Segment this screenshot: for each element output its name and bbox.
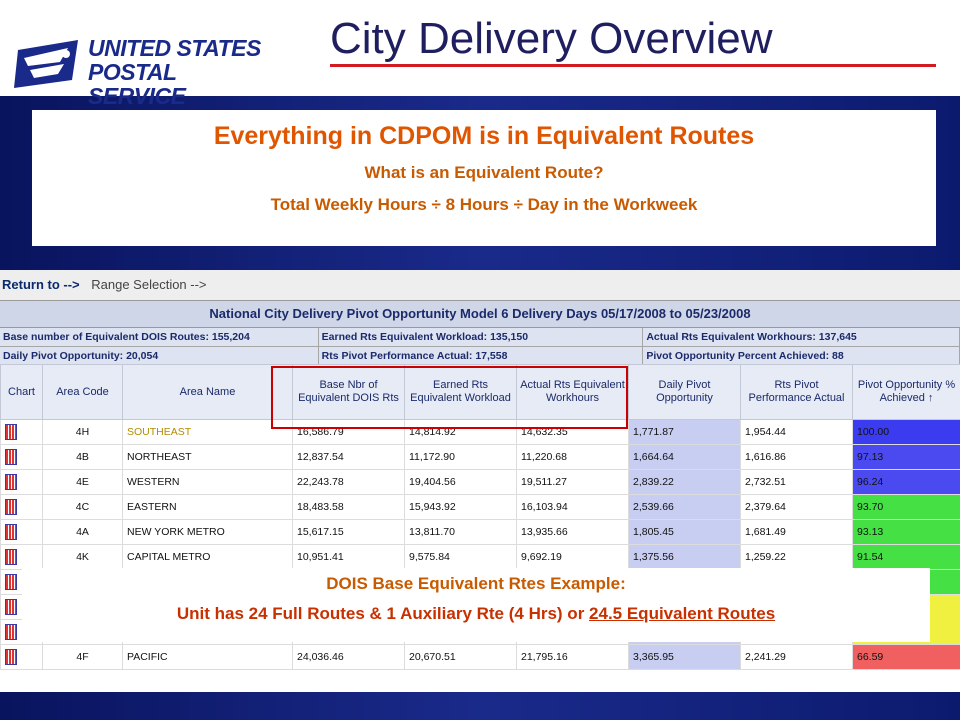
- report-nav: [0, 270, 960, 301]
- area-name-link[interactable]: PACIFIC: [123, 645, 293, 670]
- pivot-pct-cell: 100.00: [853, 420, 960, 445]
- dois-example-box: [22, 568, 930, 642]
- dois-heading: DOIS Base Equivalent Rtes Example:: [326, 574, 626, 593]
- area-code-cell: 4A: [43, 520, 123, 545]
- chart-icon-cell: [1, 545, 43, 570]
- chart-icon[interactable]: [5, 524, 17, 540]
- chart-icon[interactable]: [5, 499, 17, 515]
- actual-rts-cell: 14,632.35: [517, 420, 629, 445]
- area-name-link[interactable]: NEW YORK METRO: [123, 520, 293, 545]
- dois-line-prefix: Unit has 24 Full Routes & 1 Auxiliary Rte (4 Hrs) or: [176, 604, 590, 623]
- info-question: What is an Equivalent Route?: [364, 163, 604, 182]
- chart-icon-cell: [1, 645, 43, 670]
- earned-rts-cell: 11,172.90: [405, 445, 517, 470]
- base-nbr-cell: 12,837.54: [293, 445, 405, 470]
- pivot-pct-cell: 91.54: [853, 545, 960, 570]
- chart-icon-cell: [1, 495, 43, 520]
- base-nbr-cell: 24,036.46: [293, 645, 405, 670]
- rts-pivot-cell: 2,379.64: [741, 495, 853, 520]
- daily-pivot-cell: 1,375.56: [629, 545, 741, 570]
- report-title: National City Delivery Pivot Opportunity Model 6 Delivery Days 05/17/2008 to 05/23/2008: [0, 301, 960, 328]
- eagle-icon: [14, 36, 84, 92]
- actual-rts-cell: 11,220.68: [517, 445, 629, 470]
- rts-pivot-cell: 1,259.22: [741, 545, 853, 570]
- chart-icon[interactable]: [5, 474, 17, 490]
- rts-pivot-cell: 2,732.51: [741, 470, 853, 495]
- earned-rts-cell: 15,943.92: [405, 495, 517, 520]
- dois-line-emphasis: 24.5 Equivalent Routes: [589, 604, 776, 623]
- chart-icon[interactable]: [5, 624, 17, 640]
- usps-logo-text: [88, 36, 278, 108]
- chart-icon-cell: [1, 470, 43, 495]
- table-row: [1, 470, 960, 495]
- summary-cell: Rts Pivot Performance Actual: 17,558: [319, 347, 644, 365]
- return-to-link[interactable]: Return to -->: [2, 277, 80, 292]
- col-area-code[interactable]: Area Code: [43, 365, 123, 420]
- pivot-pct-cell: 93.70: [853, 495, 960, 520]
- actual-rts-cell: 9,692.19: [517, 545, 629, 570]
- base-nbr-cell: 18,483.58: [293, 495, 405, 520]
- chart-icon[interactable]: [5, 449, 17, 465]
- daily-pivot-cell: 1,771.87: [629, 420, 741, 445]
- header-bar: [0, 0, 960, 109]
- col-earned-rts[interactable]: Earned Rts Equivalent Workload: [405, 365, 517, 420]
- area-code-cell: 4K: [43, 545, 123, 570]
- table-row: [1, 545, 960, 570]
- table-row: [1, 645, 960, 670]
- earned-rts-cell: 9,575.84: [405, 545, 517, 570]
- pivot-pct-cell: 66.59: [853, 645, 960, 670]
- area-name-link[interactable]: SOUTHEAST: [123, 420, 293, 445]
- area-name-link[interactable]: NORTHEAST: [123, 445, 293, 470]
- col-actual-rts[interactable]: Actual Rts Equivalent Workhours: [517, 365, 629, 420]
- earned-rts-cell: 13,811.70: [405, 520, 517, 545]
- chart-icon[interactable]: [5, 649, 17, 665]
- daily-pivot-cell: 1,805.45: [629, 520, 741, 545]
- area-code-cell: 4B: [43, 445, 123, 470]
- base-nbr-cell: 16,586.79: [293, 420, 405, 445]
- area-code-cell: 4F: [43, 645, 123, 670]
- daily-pivot-cell: 2,539.66: [629, 495, 741, 520]
- pivot-pct-cell: 97.13: [853, 445, 960, 470]
- daily-pivot-cell: 1,664.64: [629, 445, 741, 470]
- col-daily-pivot[interactable]: Daily Pivot Opportunity: [629, 365, 741, 420]
- actual-rts-cell: 16,103.94: [517, 495, 629, 520]
- pivot-pct-cell: 96.24: [853, 470, 960, 495]
- table-row: [1, 445, 960, 470]
- summary-cell: Actual Rts Equivalent Workhours: 137,645: [643, 328, 960, 346]
- actual-rts-cell: 19,511.27: [517, 470, 629, 495]
- summary-cell: Base number of Equivalent DOIS Routes: 155,204: [0, 328, 319, 346]
- rts-pivot-cell: 1,954.44: [741, 420, 853, 445]
- earned-rts-cell: 14,814.92: [405, 420, 517, 445]
- chart-icon-cell: [1, 445, 43, 470]
- summary-cell: Earned Rts Equivalent Workload: 135,150: [319, 328, 644, 346]
- col-pivot-pct[interactable]: Pivot Opportunity % Achieved ↑: [853, 365, 960, 420]
- base-nbr-cell: 15,617.15: [293, 520, 405, 545]
- area-code-cell: 4H: [43, 420, 123, 445]
- daily-pivot-cell: 2,839.22: [629, 470, 741, 495]
- equivalent-route-info-box: [32, 110, 936, 246]
- summary-cell: Daily Pivot Opportunity: 20,054: [0, 347, 319, 365]
- daily-pivot-cell: 3,365.95: [629, 645, 741, 670]
- chart-icon-cell: [1, 420, 43, 445]
- area-name-link[interactable]: CAPITAL METRO: [123, 545, 293, 570]
- chart-icon[interactable]: [5, 574, 17, 590]
- range-selection-link[interactable]: Range Selection -->: [91, 277, 207, 292]
- rts-pivot-cell: 1,616.86: [741, 445, 853, 470]
- chart-icon[interactable]: [5, 424, 17, 440]
- logo-line1: UNITED STATES: [88, 35, 261, 61]
- rts-pivot-cell: 2,241.29: [741, 645, 853, 670]
- slide-title: City Delivery Overview: [330, 14, 773, 63]
- title-underline: [330, 64, 936, 67]
- actual-rts-cell: 21,795.16: [517, 645, 629, 670]
- rts-pivot-cell: 1,681.49: [741, 520, 853, 545]
- chart-icon[interactable]: [5, 599, 17, 615]
- table-header-row: [1, 365, 960, 420]
- logo-line2: POSTAL SERVICE: [88, 59, 186, 109]
- earned-rts-cell: 19,404.56: [405, 470, 517, 495]
- table-row: [1, 495, 960, 520]
- col-base-nbr[interactable]: Base Nbr of Equivalent DOIS Rts: [293, 365, 405, 420]
- summary-cell: Pivot Opportunity Percent Achieved: 88: [643, 347, 960, 365]
- pivot-pct-cell: 93.13: [853, 520, 960, 545]
- table-row: [1, 520, 960, 545]
- table-row: [1, 420, 960, 445]
- area-code-cell: 4C: [43, 495, 123, 520]
- summary-row-1: [0, 328, 960, 347]
- area-name-link[interactable]: EASTERN: [123, 495, 293, 520]
- chart-icon-cell: [1, 520, 43, 545]
- info-heading: Everything in CDPOM is in Equivalent Routes: [213, 122, 755, 150]
- earned-rts-cell: 20,670.51: [405, 645, 517, 670]
- info-formula: Total Weekly Hours ÷ 8 Hours ÷ Day in the Workweek: [270, 195, 698, 214]
- dois-line: [22, 604, 930, 624]
- col-area-name[interactable]: Area Name: [123, 365, 293, 420]
- actual-rts-cell: 13,935.66: [517, 520, 629, 545]
- col-rts-pivot[interactable]: Rts Pivot Performance Actual: [741, 365, 853, 420]
- chart-icon[interactable]: [5, 549, 17, 565]
- area-code-cell: 4E: [43, 470, 123, 495]
- area-name-link[interactable]: WESTERN: [123, 470, 293, 495]
- base-nbr-cell: 22,243.78: [293, 470, 405, 495]
- col-chart[interactable]: Chart: [1, 365, 43, 420]
- base-nbr-cell: 10,951.41: [293, 545, 405, 570]
